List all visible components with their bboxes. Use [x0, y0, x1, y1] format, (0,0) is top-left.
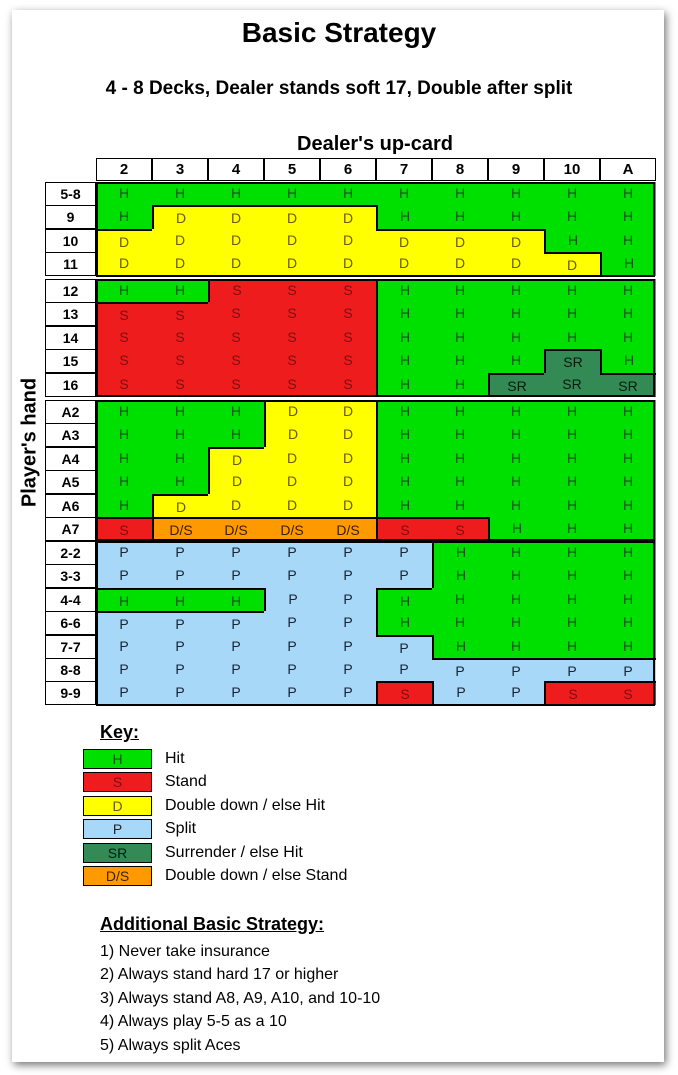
player-hand-label: A6 — [45, 494, 96, 518]
strategy-cell: P — [96, 681, 152, 705]
strategy-cell: S — [208, 349, 264, 373]
key-label: Surrender / else Hit — [165, 843, 303, 861]
strategy-cell: D — [264, 252, 320, 276]
additional-strategy-item: 3) Always stand A8, A9, A10, and 10-10 — [100, 989, 381, 1007]
strategy-cell: H — [320, 182, 376, 206]
strategy-cell: D — [320, 470, 376, 494]
strategy-cell: S — [208, 373, 264, 397]
dealer-card-header: 2 — [96, 158, 152, 181]
strategy-cell: P — [488, 658, 544, 682]
strategy-cell: H — [432, 447, 488, 471]
strategy-cell: S — [600, 681, 656, 705]
strategy-cell: H — [152, 588, 208, 612]
strategy-cell: P — [208, 564, 264, 588]
strategy-cell: H — [432, 205, 488, 229]
dealer-card-header: 8 — [432, 158, 488, 181]
player-hand-label: 11 — [45, 252, 96, 276]
additional-strategy-item: 4) Always play 5-5 as a 10 — [100, 1013, 287, 1031]
strategy-cell: SR — [600, 373, 656, 397]
strategy-cell: H — [600, 588, 656, 612]
strategy-cell: P — [432, 658, 488, 682]
strategy-cell: H — [544, 182, 600, 206]
strategy-cell: H — [208, 400, 264, 424]
key-swatch: H — [83, 749, 152, 769]
strategy-cell: S — [208, 302, 264, 326]
strategy-cell: H — [544, 400, 600, 424]
strategy-cell: H — [432, 564, 488, 588]
strategy-cell: D — [208, 205, 264, 229]
strategy-cell: H — [544, 494, 600, 518]
strategy-cell: S — [432, 517, 488, 541]
player-hand-label: 9-9 — [45, 681, 96, 705]
strategy-cell: H — [600, 447, 656, 471]
player-hand-label: 8-8 — [45, 658, 96, 682]
strategy-cell: H — [600, 564, 656, 588]
player-hand-label: 2-2 — [45, 541, 96, 565]
strategy-cell: P — [96, 658, 152, 682]
strategy-cell: H — [488, 611, 544, 635]
strategy-cell: P — [376, 541, 432, 565]
dealer-card-header: 3 — [152, 158, 208, 181]
strategy-cell: H — [208, 182, 264, 206]
strategy-cell: S — [208, 326, 264, 350]
strategy-cell: H — [432, 588, 488, 612]
strategy-cell: S — [152, 373, 208, 397]
strategy-cell: D — [488, 252, 544, 276]
strategy-cell: P — [264, 588, 320, 612]
strategy-cell: P — [264, 564, 320, 588]
strategy-cell: D — [264, 229, 320, 253]
dealer-card-header: 7 — [376, 158, 432, 181]
strategy-cell: H — [208, 588, 264, 612]
strategy-cell: P — [432, 681, 488, 705]
strategy-cell: H — [376, 611, 432, 635]
strategy-cell: H — [376, 182, 432, 206]
strategy-cell: H — [600, 635, 656, 659]
player-hand-label: A4 — [45, 447, 96, 471]
strategy-cell: D — [488, 229, 544, 253]
strategy-cell: P — [320, 658, 376, 682]
player-hand-label: 5-8 — [45, 182, 96, 206]
strategy-cell: D — [96, 252, 152, 276]
strategy-cell: H — [488, 205, 544, 229]
dealer-card-header: A — [600, 158, 656, 181]
strategy-cell: H — [544, 541, 600, 565]
strategy-cell: H — [376, 494, 432, 518]
strategy-cell: P — [320, 541, 376, 565]
strategy-cell: H — [376, 588, 432, 612]
player-hand-label: 6-6 — [45, 611, 96, 635]
strategy-cell: P — [96, 611, 152, 635]
strategy-cell: H — [600, 470, 656, 494]
dealer-card-header: 6 — [320, 158, 376, 181]
strategy-cell: D — [208, 229, 264, 253]
key-label: Hit — [165, 750, 185, 767]
strategy-cell: D — [264, 447, 320, 471]
strategy-cell: SR — [544, 373, 600, 397]
key-swatch: SR — [83, 843, 152, 863]
strategy-cell: H — [488, 470, 544, 494]
additional-strategy-item: 5) Always split Aces — [100, 1036, 241, 1054]
strategy-cell: H — [432, 182, 488, 206]
dealer-card-header: 10 — [544, 158, 600, 181]
strategy-cell: D — [320, 447, 376, 471]
strategy-cell: SR — [544, 349, 600, 373]
strategy-cell: S — [264, 326, 320, 350]
strategy-cell: P — [320, 588, 376, 612]
strategy-cell: S — [264, 349, 320, 373]
strategy-cell: S — [152, 349, 208, 373]
strategy-cell: D — [208, 447, 264, 471]
strategy-cell: H — [376, 400, 432, 424]
dealer-upcard-label: Dealer's up-card — [297, 133, 453, 155]
strategy-cell: D — [208, 494, 264, 518]
strategy-cell: P — [208, 541, 264, 565]
strategy-cell: H — [96, 279, 152, 303]
strategy-cell: H — [600, 302, 656, 326]
strategy-cell: H — [152, 423, 208, 447]
strategy-cell: H — [600, 423, 656, 447]
player-hand-label: 13 — [45, 302, 96, 326]
strategy-cell: H — [432, 541, 488, 565]
strategy-cell: H — [488, 326, 544, 350]
strategy-cell: H — [600, 326, 656, 350]
strategy-cell: H — [376, 470, 432, 494]
player-hand-label: A7 — [45, 517, 96, 541]
strategy-cell: P — [376, 564, 432, 588]
strategy-cell: H — [376, 279, 432, 303]
strategy-cell: D — [264, 470, 320, 494]
strategy-cell: D/S — [264, 517, 320, 541]
strategy-cell: H — [488, 564, 544, 588]
strategy-cell: H — [600, 182, 656, 206]
strategy-cell: H — [432, 470, 488, 494]
strategy-cell: D — [320, 205, 376, 229]
strategy-cell: D — [152, 205, 208, 229]
strategy-cell: H — [152, 279, 208, 303]
strategy-cell: D — [432, 252, 488, 276]
strategy-cell: S — [320, 373, 376, 397]
player-hand-label: 9 — [45, 205, 96, 229]
strategy-cell: S — [376, 681, 432, 705]
strategy-cell: P — [152, 541, 208, 565]
strategy-cell: H — [96, 400, 152, 424]
strategy-cell: D — [320, 400, 376, 424]
strategy-cell: H — [488, 423, 544, 447]
strategy-cell: S — [264, 373, 320, 397]
strategy-cell: H — [376, 423, 432, 447]
dealer-card-header: 9 — [488, 158, 544, 181]
strategy-cell: D/S — [320, 517, 376, 541]
strategy-cell: H — [376, 302, 432, 326]
strategy-cell: S — [208, 279, 264, 303]
strategy-cell: H — [600, 541, 656, 565]
strategy-cell: H — [600, 611, 656, 635]
strategy-cell: S — [264, 302, 320, 326]
strategy-cell: H — [600, 205, 656, 229]
strategy-cell: H — [376, 447, 432, 471]
strategy-cell: H — [152, 400, 208, 424]
strategy-cell: H — [544, 564, 600, 588]
key-swatch: D/S — [83, 866, 152, 886]
strategy-cell: D — [264, 400, 320, 424]
strategy-cell: P — [96, 635, 152, 659]
strategy-cell: H — [488, 541, 544, 565]
strategy-cell: P — [264, 658, 320, 682]
strategy-cell: P — [208, 635, 264, 659]
strategy-cell: P — [208, 658, 264, 682]
players-hand-label: Player's hand — [18, 377, 41, 508]
strategy-cell: H — [264, 182, 320, 206]
strategy-cell: H — [96, 588, 152, 612]
strategy-cell: H — [376, 205, 432, 229]
strategy-cell: S — [96, 373, 152, 397]
strategy-cell: D — [152, 229, 208, 253]
strategy-cell: P — [376, 635, 432, 659]
key-label: Double down / else Hit — [165, 796, 326, 814]
player-hand-label: 3-3 — [45, 564, 96, 588]
strategy-cell: H — [488, 349, 544, 373]
strategy-cell: H — [152, 470, 208, 494]
strategy-cell: H — [432, 373, 488, 397]
strategy-cell: H — [488, 182, 544, 206]
page-subtitle: 4 - 8 Decks, Dealer stands soft 17, Double after split — [105, 78, 573, 99]
strategy-cell: H — [544, 611, 600, 635]
strategy-cell: H — [432, 494, 488, 518]
strategy-cell: P — [264, 681, 320, 705]
strategy-cell: S — [152, 326, 208, 350]
strategy-cell: S — [96, 517, 152, 541]
strategy-cell: H — [432, 349, 488, 373]
strategy-cell: H — [432, 279, 488, 303]
key-label: Double down / else Stand — [165, 867, 348, 884]
strategy-cell: H — [376, 326, 432, 350]
player-hand-label: 10 — [45, 229, 96, 253]
strategy-cell: D — [264, 494, 320, 518]
strategy-cell: H — [600, 400, 656, 424]
player-hand-label: A3 — [45, 423, 96, 447]
strategy-cell: S — [320, 326, 376, 350]
strategy-cell: D — [320, 229, 376, 253]
strategy-cell: H — [432, 635, 488, 659]
strategy-cell: S — [320, 302, 376, 326]
strategy-cell: H — [432, 611, 488, 635]
strategy-cell: SR — [488, 373, 544, 397]
strategy-cell: P — [544, 658, 600, 682]
strategy-cell: H — [544, 423, 600, 447]
player-hand-label: 4-4 — [45, 588, 96, 612]
strategy-cell: S — [376, 517, 432, 541]
key-swatch: S — [83, 772, 152, 792]
strategy-cell: S — [152, 302, 208, 326]
strategy-cell: H — [488, 400, 544, 424]
page-title: Basic Strategy — [241, 17, 437, 48]
strategy-cell: P — [320, 635, 376, 659]
player-hand-label: 12 — [45, 279, 96, 303]
strategy-cell: D — [264, 205, 320, 229]
key-swatch: D — [83, 796, 152, 816]
strategy-cell: H — [488, 588, 544, 612]
strategy-cell: P — [320, 681, 376, 705]
strategy-cell: H — [600, 229, 656, 253]
strategy-cell: H — [544, 229, 600, 253]
strategy-cell: D — [432, 229, 488, 253]
strategy-cell: H — [208, 423, 264, 447]
key-label: Split — [165, 820, 197, 838]
strategy-cell: S — [544, 681, 600, 705]
strategy-cell: P — [600, 658, 656, 682]
strategy-cell: S — [264, 279, 320, 303]
strategy-cell: H — [544, 517, 600, 541]
strategy-cell: P — [488, 681, 544, 705]
strategy-cell: D/S — [208, 517, 264, 541]
dealer-card-header: 5 — [264, 158, 320, 181]
strategy-cell: P — [152, 635, 208, 659]
strategy-cell: H — [544, 302, 600, 326]
additional-strategy-item: 2) Always stand hard 17 or higher — [100, 966, 339, 984]
player-hand-label: 15 — [45, 349, 96, 373]
strategy-cell: S — [320, 349, 376, 373]
strategy-cell: H — [488, 447, 544, 471]
strategy-cell: H — [96, 182, 152, 206]
strategy-cell: S — [96, 349, 152, 373]
strategy-cell: H — [488, 517, 544, 541]
strategy-cell: D — [320, 494, 376, 518]
strategy-cell: H — [488, 279, 544, 303]
strategy-cell: H — [544, 326, 600, 350]
strategy-cell: H — [96, 447, 152, 471]
strategy-cell: P — [208, 611, 264, 635]
strategy-cell: D — [376, 252, 432, 276]
strategy-cell: P — [376, 658, 432, 682]
strategy-cell: H — [96, 205, 152, 229]
strategy-cell: H — [152, 447, 208, 471]
strategy-cell: D — [320, 252, 376, 276]
strategy-cell: H — [432, 400, 488, 424]
strategy-cell: P — [152, 658, 208, 682]
strategy-cell: H — [488, 494, 544, 518]
strategy-cell: H — [600, 494, 656, 518]
dealer-card-header: 4 — [208, 158, 264, 181]
strategy-cell: D/S — [152, 517, 208, 541]
strategy-cell: P — [96, 541, 152, 565]
strategy-cell: H — [96, 470, 152, 494]
strategy-cell: H — [152, 182, 208, 206]
strategy-cell: D — [96, 229, 152, 253]
strategy-cell: P — [152, 681, 208, 705]
key-swatch: P — [83, 819, 152, 839]
strategy-cell: D — [544, 252, 600, 276]
strategy-cell: D — [152, 494, 208, 518]
strategy-cell: H — [600, 252, 656, 276]
strategy-cell: H — [432, 326, 488, 350]
strategy-cell: H — [600, 349, 656, 373]
strategy-cell: D — [208, 470, 264, 494]
player-hand-label: 14 — [45, 326, 96, 350]
strategy-cell: H — [488, 302, 544, 326]
player-hand-label: A2 — [45, 400, 96, 424]
strategy-cell: S — [96, 302, 152, 326]
strategy-cell: P — [264, 611, 320, 635]
strategy-cell: H — [544, 588, 600, 612]
strategy-cell: D — [264, 423, 320, 447]
strategy-cell: H — [96, 423, 152, 447]
strategy-cell: P — [320, 611, 376, 635]
player-hand-label: 7-7 — [45, 635, 96, 659]
strategy-cell: P — [152, 611, 208, 635]
strategy-cell: P — [208, 681, 264, 705]
strategy-cell: D — [152, 252, 208, 276]
strategy-cell: H — [376, 373, 432, 397]
strategy-cell: D — [208, 252, 264, 276]
strategy-cell: S — [320, 279, 376, 303]
strategy-cell: H — [544, 279, 600, 303]
strategy-cell: H — [488, 635, 544, 659]
strategy-cell: H — [600, 517, 656, 541]
strategy-cell: H — [600, 279, 656, 303]
strategy-cell: H — [544, 205, 600, 229]
additional-strategy-title: Additional Basic Strategy: — [100, 914, 325, 934]
strategy-cell: H — [96, 494, 152, 518]
additional-strategy-item: 1) Never take insurance — [100, 943, 270, 960]
strategy-cell: H — [432, 423, 488, 447]
player-hand-label: 16 — [45, 373, 96, 397]
strategy-cell: D — [320, 423, 376, 447]
strategy-cell: H — [432, 302, 488, 326]
strategy-cell: D — [376, 229, 432, 253]
key-title: Key: — [100, 722, 140, 742]
strategy-cell: H — [544, 447, 600, 471]
strategy-cell: P — [264, 635, 320, 659]
strategy-cell: H — [376, 349, 432, 373]
strategy-cell: H — [544, 635, 600, 659]
strategy-cell: P — [264, 541, 320, 565]
strategy-cell: H — [544, 470, 600, 494]
strategy-cell: P — [96, 564, 152, 588]
player-hand-label: A5 — [45, 470, 96, 494]
strategy-cell: S — [96, 326, 152, 350]
key-label: Stand — [165, 773, 207, 791]
strategy-cell: P — [152, 564, 208, 588]
strategy-cell: P — [320, 564, 376, 588]
